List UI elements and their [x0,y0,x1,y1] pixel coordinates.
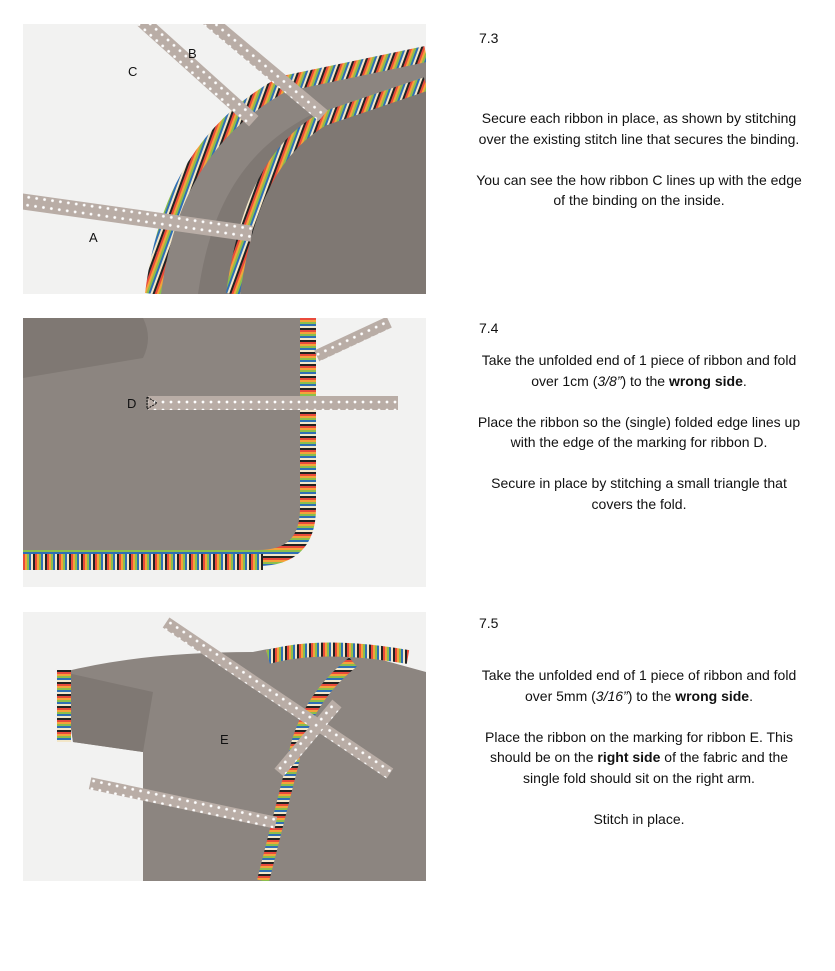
imperial-measurement: 3/8” [597,372,622,389]
instruction-paragraph: Secure in place by stitching a small triangle that covers the fold. [491,475,787,512]
ribbon-placement-illustration-7-3 [23,24,426,294]
photo-step-7-3 [23,24,426,294]
step-instructions [474,665,804,850]
step-number: 7.4 [479,320,499,336]
step-number: 7.5 [479,615,499,631]
emphasis-wrong-side: wrong side [675,687,750,704]
step-instructions [474,108,804,231]
ribbon-label-e: E [220,732,229,747]
ribbon-label-d: D [127,396,137,411]
instruction-paragraph: Place the ribbon on the marking for ribbon E. This should be on the right side of the fabric and the single fold should sit on the right arm. [485,728,793,786]
instruction-paragraph: Take the unfolded end of 1 piece of ribbon and fold over 5mm (3/16”) to the wrong side. [481,667,797,704]
ribbon-label-c: C [128,64,138,79]
ribbon-placement-illustration-7-4 [23,318,426,587]
instruction-paragraph: You can see the how ribbon C lines up with the edge of the binding on the inside. [476,171,802,208]
emphasis-right-side: right side [597,749,661,765]
ribbon-label-b: B [188,46,197,61]
photo-step-7-4 [23,318,426,587]
instruction-paragraph: Take the unfolded end of 1 piece of ribbon and fold over 1cm (3/8”) to the wrong side. [481,352,797,389]
imperial-measurement: 3/16” [595,687,628,704]
ribbon-label-a: A [89,230,98,245]
instruction-paragraph: Secure each ribbon in place, as shown by stitching over the existing stitch line that secures the binding. [478,110,800,147]
instruction-paragraph: Stitch in place. [593,810,685,827]
ribbon-placement-illustration-7-5 [23,612,426,881]
photo-step-7-5 [23,612,426,881]
step-number: 7.3 [479,30,499,46]
instruction-paragraph: Place the ribbon so the (single) folded edge lines up with the edge of the marking for ribbon D. [477,413,801,450]
emphasis-wrong-side: wrong side [668,372,743,389]
step-instructions [474,350,804,535]
